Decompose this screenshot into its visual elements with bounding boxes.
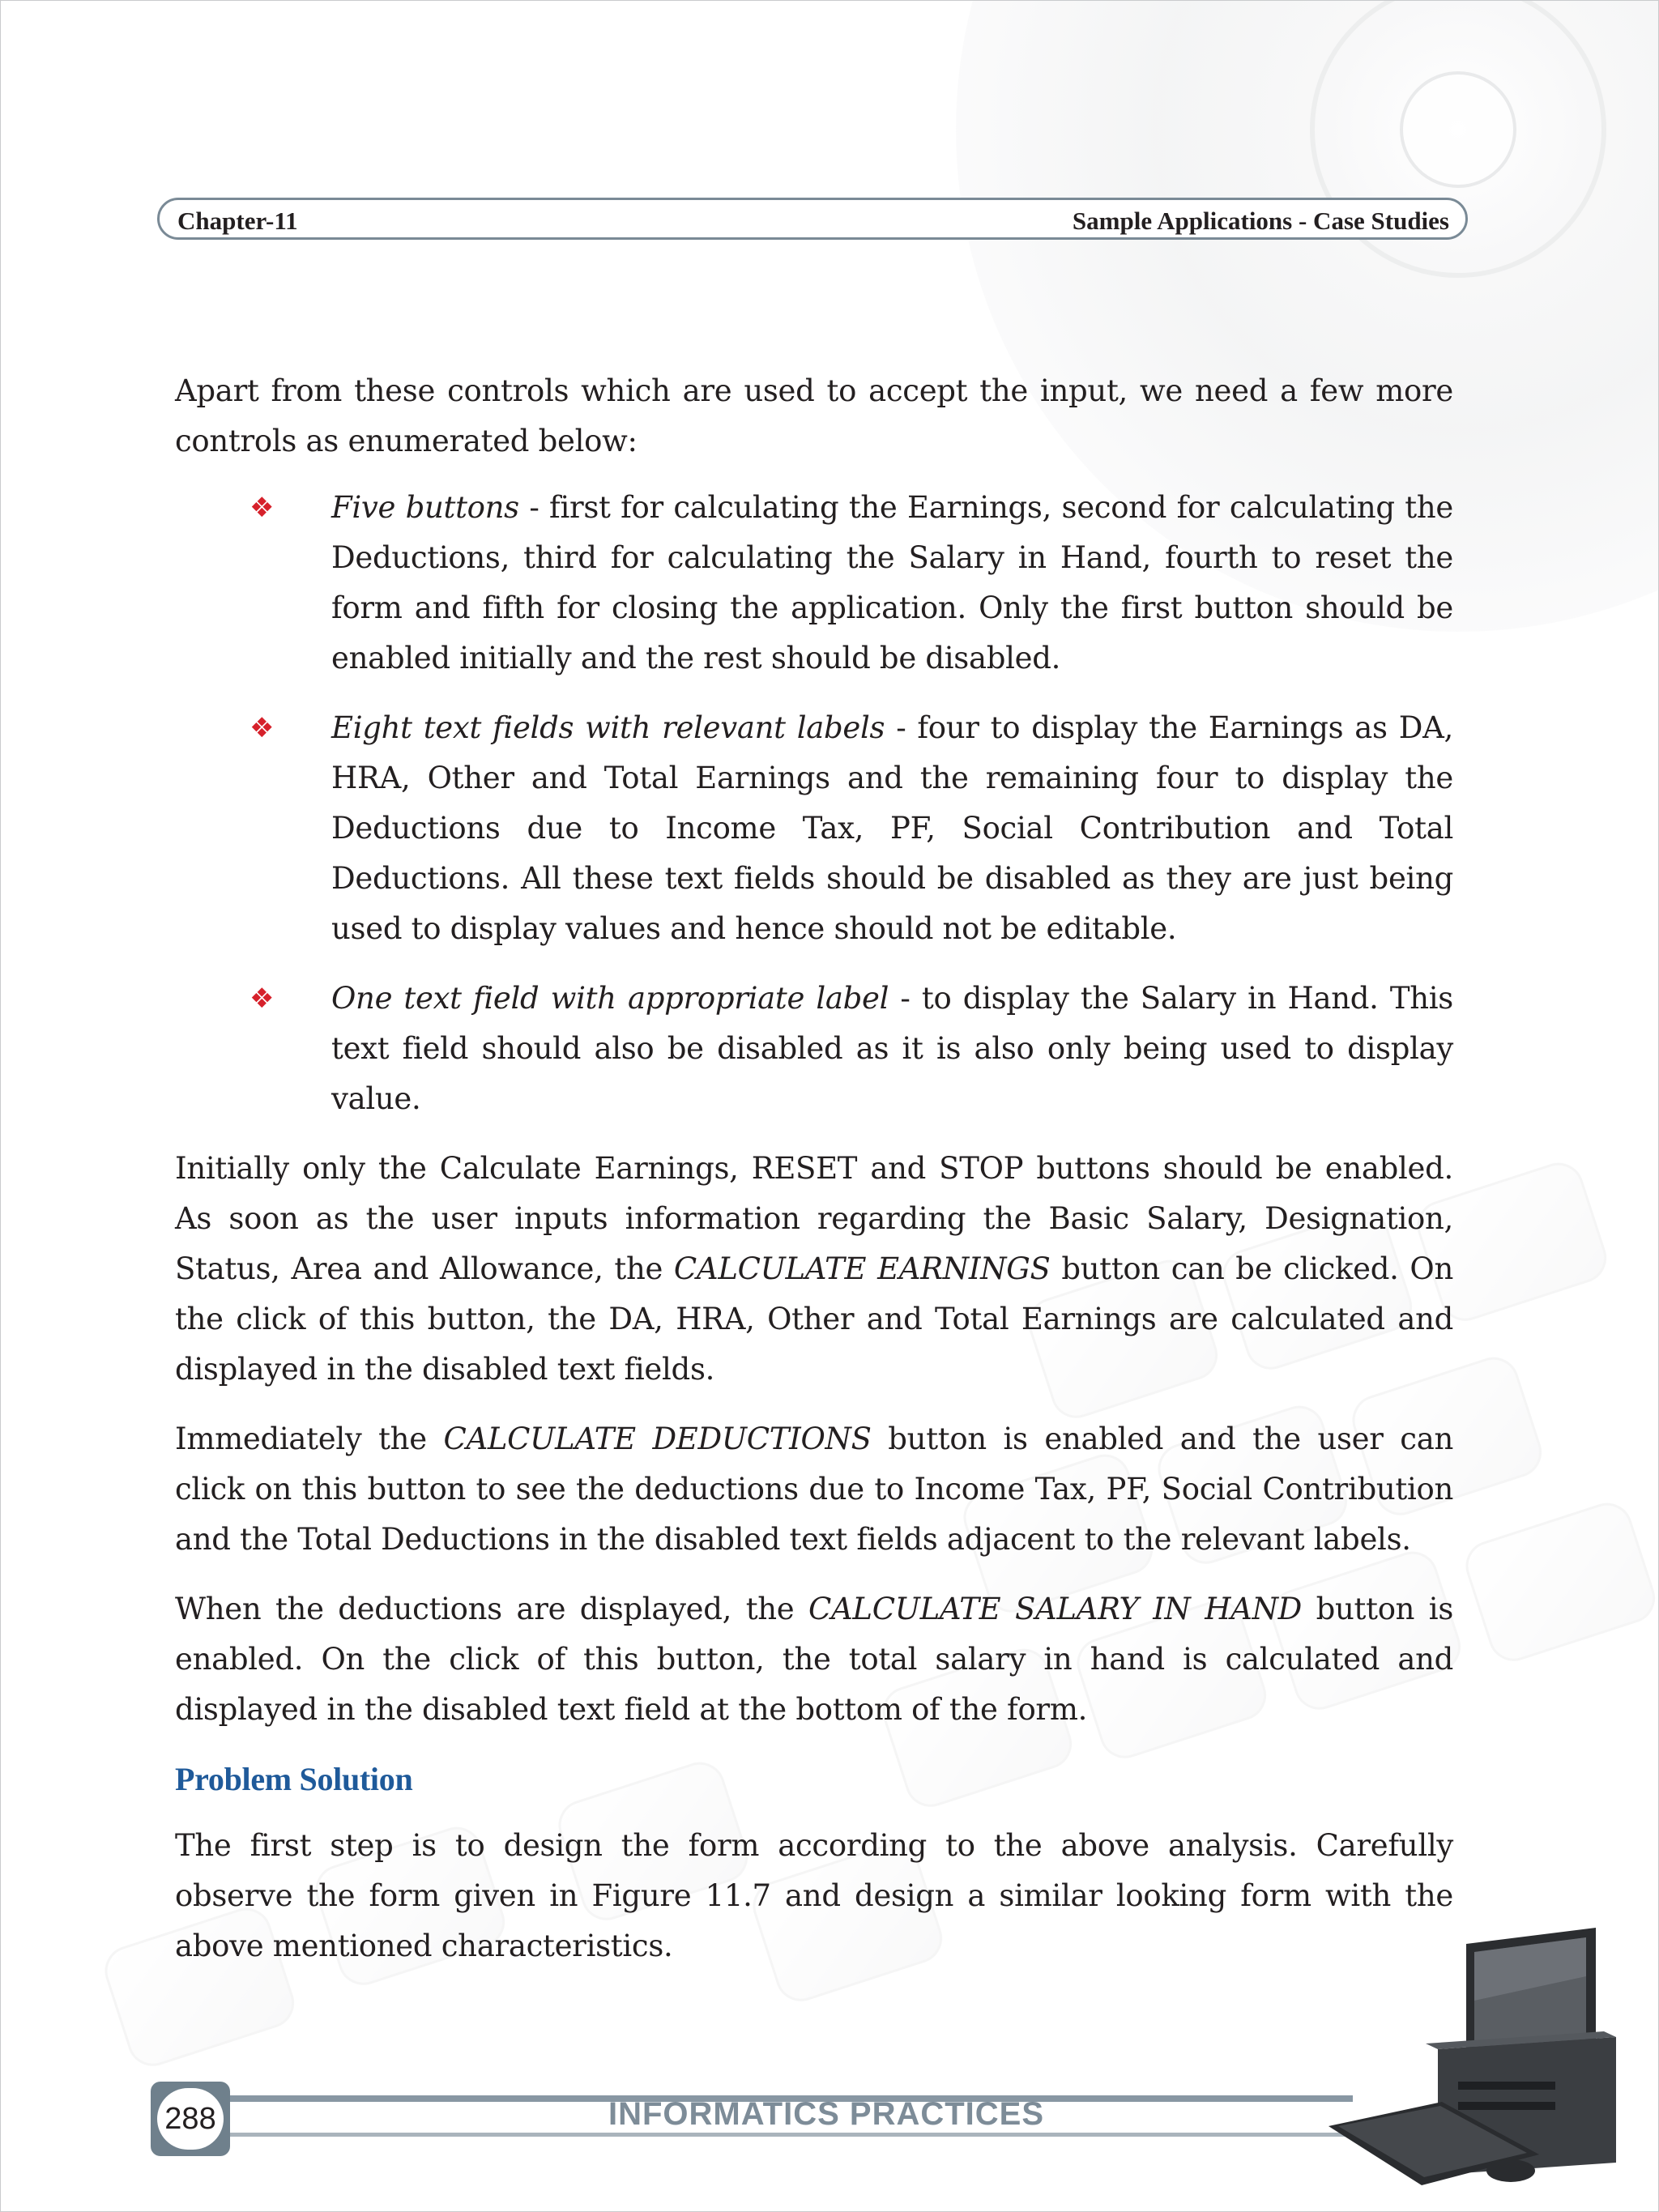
list-item: [175, 483, 1453, 684]
paragraph-earnings: [175, 1144, 1453, 1395]
page-number: 288: [157, 2088, 224, 2150]
bullet-term: Eight text fields with relevant labels: [331, 710, 885, 745]
intro-paragraph: Apart from these controls which are used to accept the input, we need a few more controls as enumerated below:: [175, 373, 1453, 458]
bullet-text: - four to display the Earnings as DA, HRA, Other and Total Earnings and the remaining four to display the Deductions due to Income Tax, PF, Social Contribution and Total Deductions. All these text fields should be disabled as they are just being used to display values and hence should not be editable.: [331, 710, 1453, 946]
page-number-badge: [151, 2082, 230, 2156]
bullet-text: - first for calculating the Earnings, second for calculating the Deductions, third for calculating the Salary in Hand, fourth to reset the form and fifth for closing the application. Only the first button should be enabled initially and the rest should be disabled.: [331, 490, 1454, 676]
diamond-bullet-icon: ❖: [249, 712, 275, 744]
list-item: [175, 703, 1453, 954]
text-run: Immediately the: [175, 1421, 444, 1456]
text-run: button is enabled and the user can click on this button to see the deductions due to Income Tax, PF, Social Contribution and the Total Deductions in the disabled text fields adjacent to the relevant labels.: [175, 1421, 1453, 1557]
text-run: When the deductions are displayed, the: [175, 1592, 808, 1626]
diamond-bullet-icon: ❖: [249, 492, 275, 524]
section-heading: Problem Solution: [175, 1761, 413, 1797]
emphasis-button-name: CALCULATE SALARY IN HAND: [808, 1592, 1303, 1626]
chapter-label: Chapter-11: [177, 207, 298, 235]
list-item: [175, 974, 1453, 1124]
running-header: [157, 198, 1468, 240]
text-run: button can be clicked. On the click of this button, the DA, HRA, Other and Total Earnings are calculated and displayed in the disabled text fields.: [175, 1251, 1453, 1387]
book-title: INFORMATICS PRACTICES: [608, 2096, 1045, 2132]
bullet-term: One text field with appropriate label: [331, 981, 889, 1016]
desktop-computer-icon: [1328, 1928, 1620, 2195]
main-text: [175, 366, 1453, 1991]
emphasis-button-name: CALCULATE DEDUCTIONS: [443, 1421, 872, 1456]
bullet-text: - to display the Salary in Hand. This text field should also be disabled as it is also only being used to display value.: [331, 981, 1453, 1116]
emphasis-button-name: CALCULATE EARNINGS: [673, 1251, 1051, 1286]
paragraph-salary: [175, 1584, 1453, 1735]
text-run: button is enabled. On the click of this button, the total salary in hand is calculated and displayed in the disabled text field at the bottom of the form.: [175, 1592, 1454, 1727]
bullet-term: Five buttons: [331, 490, 519, 525]
diamond-bullet-icon: ❖: [249, 982, 275, 1015]
section-title: Sample Applications - Case Studies: [1072, 207, 1449, 235]
paragraph-deductions: [175, 1414, 1453, 1565]
footer-rule-thin: [219, 2133, 1353, 2137]
paragraph-solution: The first step is to design the form according to the above analysis. Carefully observe the form given in Figure 11.7 and design a similar looking form with the above mentioned characteristics.: [175, 1828, 1453, 1963]
text-run: Initially only the Calculate Earnings, RESET and STOP buttons should be enabled. As soon as the user inputs information regarding the Basic Salary, Designation, Status, Area and Allowance, the: [175, 1151, 1453, 1286]
